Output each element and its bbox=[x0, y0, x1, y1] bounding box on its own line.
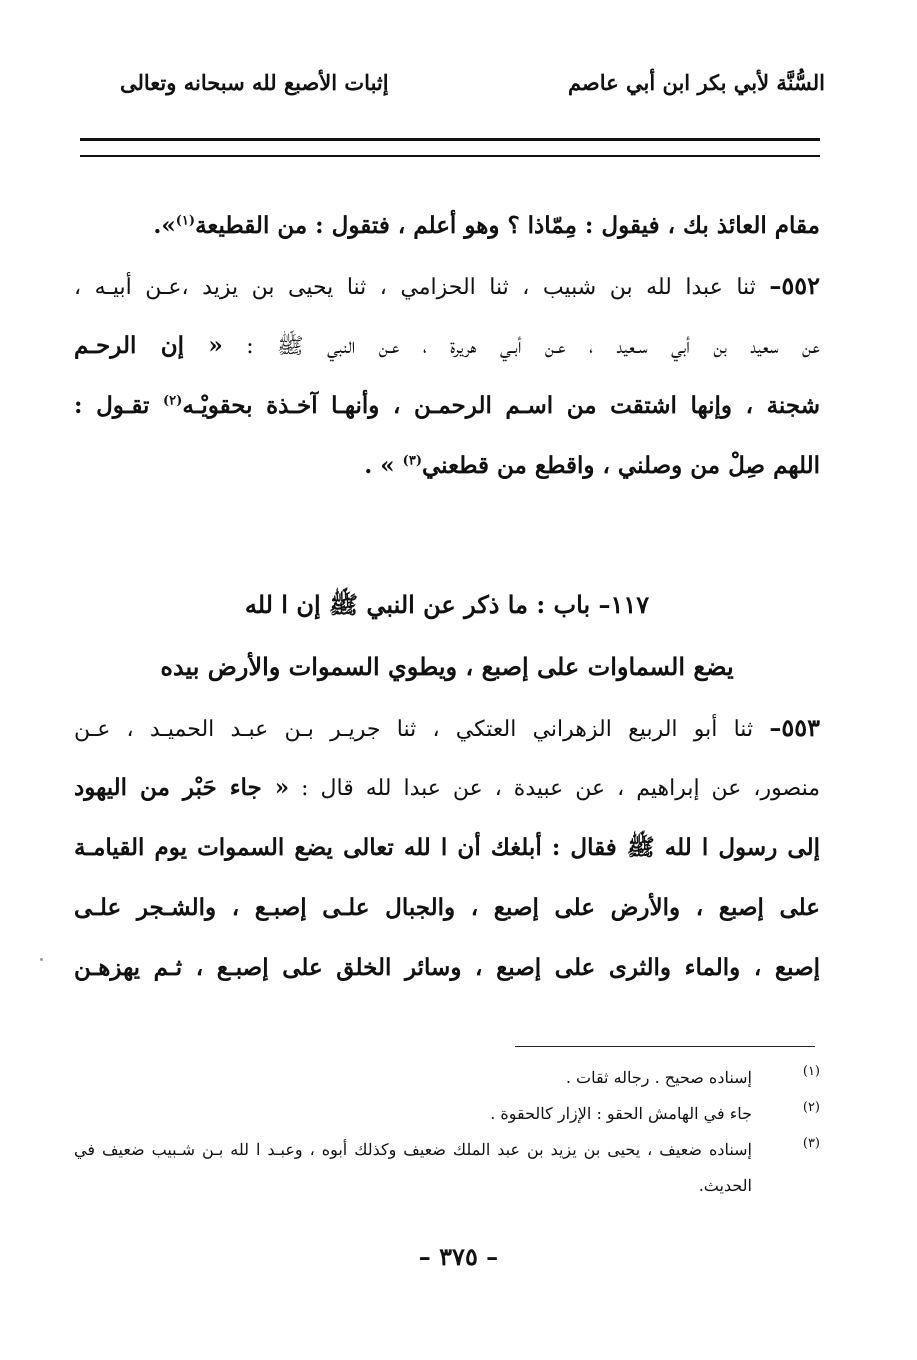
hadith-number: ٥٥٢– bbox=[769, 271, 820, 300]
hadith-552-line bbox=[74, 316, 820, 376]
footnote-text: إسناده صحيح . رجاله ثقات . bbox=[565, 1068, 752, 1087]
running-header bbox=[90, 70, 825, 114]
header-rule-thick bbox=[80, 138, 820, 141]
header-rule-thin bbox=[80, 155, 820, 157]
text-segment: ». bbox=[153, 212, 176, 239]
text-segment: اللهم صِلْ من وصلني ، واقطع من قطعني bbox=[421, 452, 820, 479]
page-number: – ٣٧٥ – bbox=[418, 1242, 499, 1271]
footnote-mark: (١) bbox=[802, 1064, 820, 1079]
book-title: السُّنَّة لأبي بكر ابن أبي عاصم bbox=[567, 70, 825, 95]
main-text bbox=[74, 196, 820, 998]
text-segment-bold: « إن الرحـم bbox=[74, 332, 223, 359]
footnote-ref: (١) bbox=[175, 213, 196, 229]
hadith-553-line bbox=[74, 698, 820, 758]
text-line bbox=[74, 196, 820, 256]
footnote bbox=[74, 1096, 820, 1132]
text-segment: ثنا أبو الربيع الزهراني العتكي ، ثنا جريـر بـن عبـد الحميـد ، عـن bbox=[74, 717, 754, 742]
hadith-552-line bbox=[74, 376, 820, 436]
footnote-text: إسناده ضعيف ، يحيى بن يزيد بن عبد الملك ضعيف وكذلك أبوه ، وعبـد ا لله بـن شـبيب ضعيف في الحديث. bbox=[74, 1140, 752, 1195]
text-segment: على إصبع ، والأرض على إصبع ، والجبال علـى إصبـع ، والشـجر علـى bbox=[74, 894, 820, 921]
scan-speck bbox=[40, 958, 43, 961]
footnote-ref: (٣) bbox=[402, 453, 422, 469]
chapter-running-title: إثبات الأصبع لله سبحانه وتعالى bbox=[120, 70, 389, 95]
footnote-mark: (٢) bbox=[802, 1100, 820, 1115]
text-segment: ثنا عبدا لله بن شبيب ، ثنا الحزامي ، ثنا يحيى بن يزيد ،عـن أبيـه ، bbox=[74, 275, 756, 300]
footnote-text: جاء في الهامش الحقو : الإزار كالحقوة . bbox=[490, 1104, 752, 1123]
hadith-553-line bbox=[74, 758, 820, 818]
footnote bbox=[74, 1132, 820, 1204]
text-segment: » . bbox=[364, 452, 395, 479]
text-segment: شجنة ، وإنها اشتقت من اسـم الرحمـن ، وأنهـا آخـذة بحقويْـه bbox=[182, 392, 820, 419]
text-segment: تقـول : bbox=[74, 392, 150, 419]
footnote-ref: (٢) bbox=[163, 393, 183, 409]
text-segment: عن سعيد بن أبي سـعيد ، عـن أبـي هريرة ، عـن النبي ﷺ : bbox=[246, 334, 820, 359]
footnote-mark: (٣) bbox=[802, 1136, 820, 1151]
chapter-subheading: يضع السماوات على إصبع ، ويطوي السموات والأرض بيده bbox=[160, 652, 734, 681]
text-segment-bold: « جاء حَبْر من اليهود bbox=[74, 774, 290, 801]
chapter-heading: ١١٧– باب : ما ذكر عن النبي ﷺ إن ا لله bbox=[244, 590, 650, 619]
section-gap bbox=[74, 496, 820, 574]
footnote-separator bbox=[515, 1046, 815, 1047]
hadith-552-line bbox=[74, 436, 820, 496]
hadith-552-line bbox=[74, 256, 820, 316]
text-segment: مقام العائذ بك ، فيقول : مِمّاذا ؟ وهو أعلم ، فتقول : من القطيعة bbox=[195, 212, 820, 239]
hadith-553-line bbox=[74, 878, 820, 938]
text-segment: منصور، عن إبراهيم ، عن عبيدة ، عن عبدا لله قال : bbox=[301, 776, 820, 801]
hadith-number: ٥٥٣– bbox=[769, 713, 820, 742]
footnote bbox=[74, 1060, 820, 1096]
text-segment: إلى رسول ا لله ﷺ فقال : أبلغك أن ا لله تعالى يضع السموات يوم القيامـة bbox=[74, 834, 820, 861]
footnotes bbox=[74, 1060, 820, 1204]
hadith-553-line bbox=[74, 938, 820, 998]
hadith-553-line bbox=[74, 818, 820, 878]
text-segment: إصبع ، والماء والثرى على إصبع ، وسائر الخلق على إصبـع ، ثـم يهزهـن bbox=[74, 954, 820, 981]
